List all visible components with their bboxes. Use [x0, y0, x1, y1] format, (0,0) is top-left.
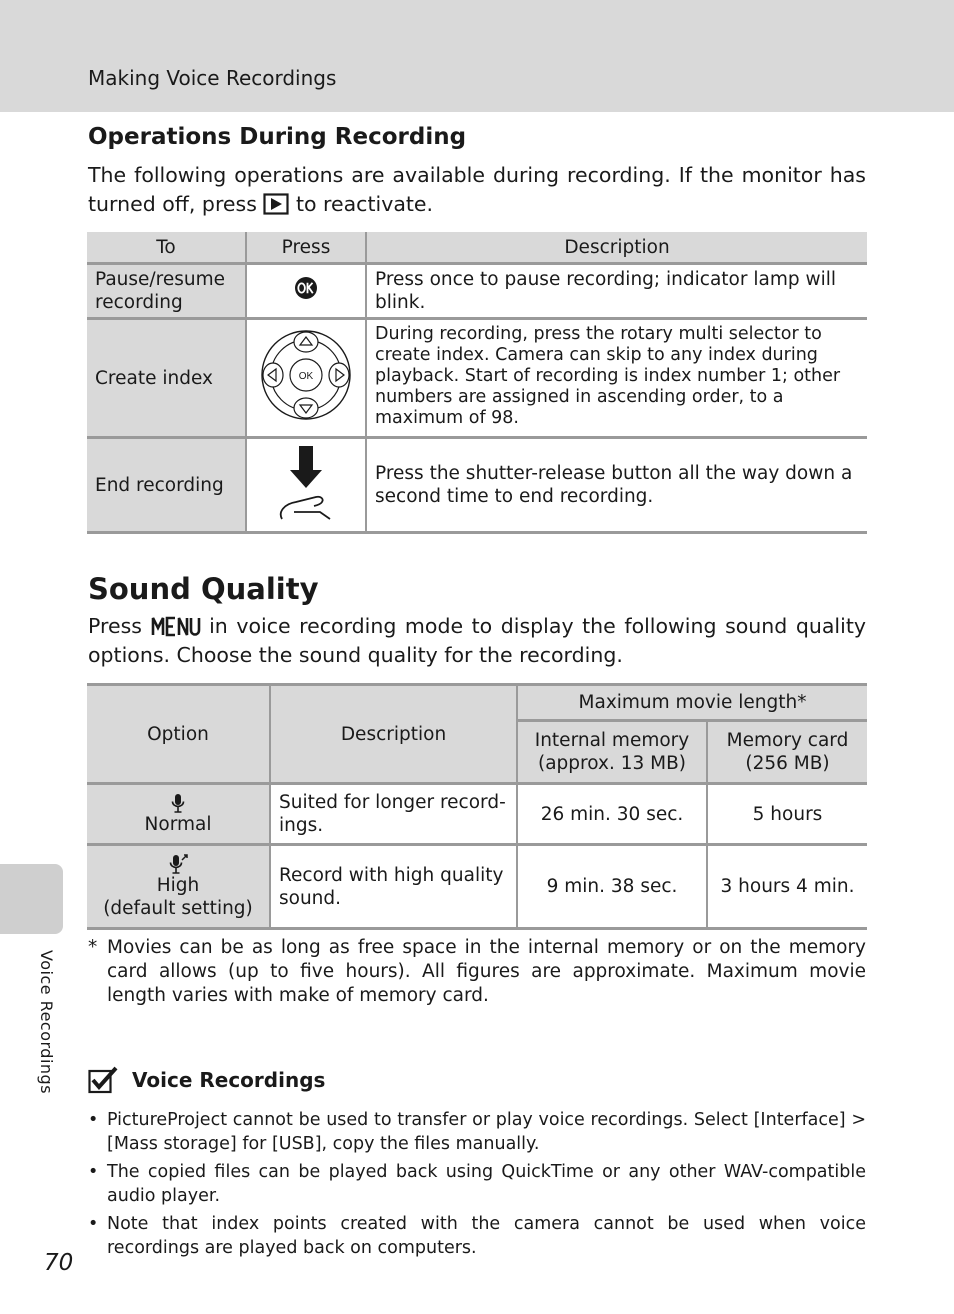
row-to: Create index	[87, 319, 246, 438]
table-row	[87, 784, 867, 845]
option-cell: High (default setting)	[87, 845, 270, 929]
table-row	[87, 438, 867, 533]
ok-button-icon	[293, 275, 319, 301]
option-description: Record with high quality sound.	[270, 845, 517, 929]
footnote	[88, 936, 866, 1008]
option-cell: Normal	[87, 784, 270, 845]
menu-button-icon	[151, 615, 201, 637]
table-row	[87, 845, 867, 929]
rotary-multi-selector-icon	[258, 327, 354, 423]
operations-intro: The following operations are available during recording. If the monitor has turned off, press to reactivate.	[88, 163, 866, 216]
internal-memory-length: 26 min. 30 sec.	[517, 784, 707, 845]
row-to: Pause/resume recording	[87, 264, 246, 319]
list-item: • Note that index points created with the camera cannot be used when voice recordings are played back on computers.	[88, 1214, 866, 1258]
row-description: Press once to pause recording; indicator lamp will blink.	[366, 264, 867, 319]
col-header-memory-card: Memory card (256 MB)	[707, 721, 867, 784]
col-header-press: Press	[246, 232, 366, 264]
row-to: End recording	[87, 438, 246, 533]
sound-quality-intro: Press in voice recording mode to display the following sound quality options. Choose the sound quality for the recording.	[88, 614, 866, 667]
memory-card-length: 5 hours	[707, 784, 867, 845]
ok-label: OK	[298, 371, 314, 382]
row-description: During recording, press the rotary multi selector to create index. Camera can skip to any index during playback. Start of recording is index number 1; other numbers are assigned in ascending order, to a maximum of 98.	[366, 319, 867, 438]
row-description: Press the shutter-release button all the way down a second time to end recording.	[375, 463, 853, 507]
col-header-max-length: Maximum movie length*	[517, 685, 867, 721]
microphone-icon	[170, 793, 186, 813]
note-bullets	[88, 1108, 866, 1264]
table-row	[87, 319, 867, 438]
chapter-side-label: Voice Recordings	[37, 950, 56, 1095]
shutter-press-icon	[274, 440, 338, 524]
checkmark-note-icon	[88, 1066, 118, 1094]
col-header-description: Description	[270, 685, 517, 784]
col-header-to: To	[87, 232, 246, 264]
chapter-tab	[0, 864, 63, 934]
sound-quality-heading: Sound Quality	[88, 572, 319, 606]
col-header-option: Option	[87, 685, 270, 784]
operations-table	[87, 232, 867, 534]
sound-quality-table	[87, 683, 867, 930]
col-header-internal-memory: Internal memory (approx. 13 MB)	[517, 721, 707, 784]
list-item: • PictureProject cannot be used to transfer or play voice recordings. Select [Interface] > [Mass storage] for [USB], copy the files manually.	[88, 1110, 866, 1154]
page-number: 70	[44, 1250, 74, 1276]
footnote-mark: *	[88, 937, 98, 958]
option-description: Suited for longer record-ings.	[270, 784, 517, 845]
internal-memory-length: 9 min. 38 sec.	[517, 845, 707, 929]
col-header-description: Description	[366, 232, 867, 264]
operations-heading: Operations During Recording	[88, 124, 467, 150]
list-item: • The copied files can be played back using QuickTime or any other WAV-compatible audio player.	[88, 1162, 866, 1206]
memory-card-length: 3 hours 4 min.	[720, 876, 855, 897]
playback-button-icon	[263, 193, 289, 215]
microphone-high-icon	[168, 854, 188, 874]
note-heading: Voice Recordings	[88, 1066, 325, 1094]
table-row	[87, 264, 867, 319]
footnote-text: Movies can be as long as free space in the internal memory or on the memory card allows (up to five hours). All figures are approximate. Maximum movie length varies with make of memory card.	[107, 937, 866, 1006]
header-band	[0, 0, 954, 112]
running-head: Making Voice Recordings	[88, 66, 337, 90]
